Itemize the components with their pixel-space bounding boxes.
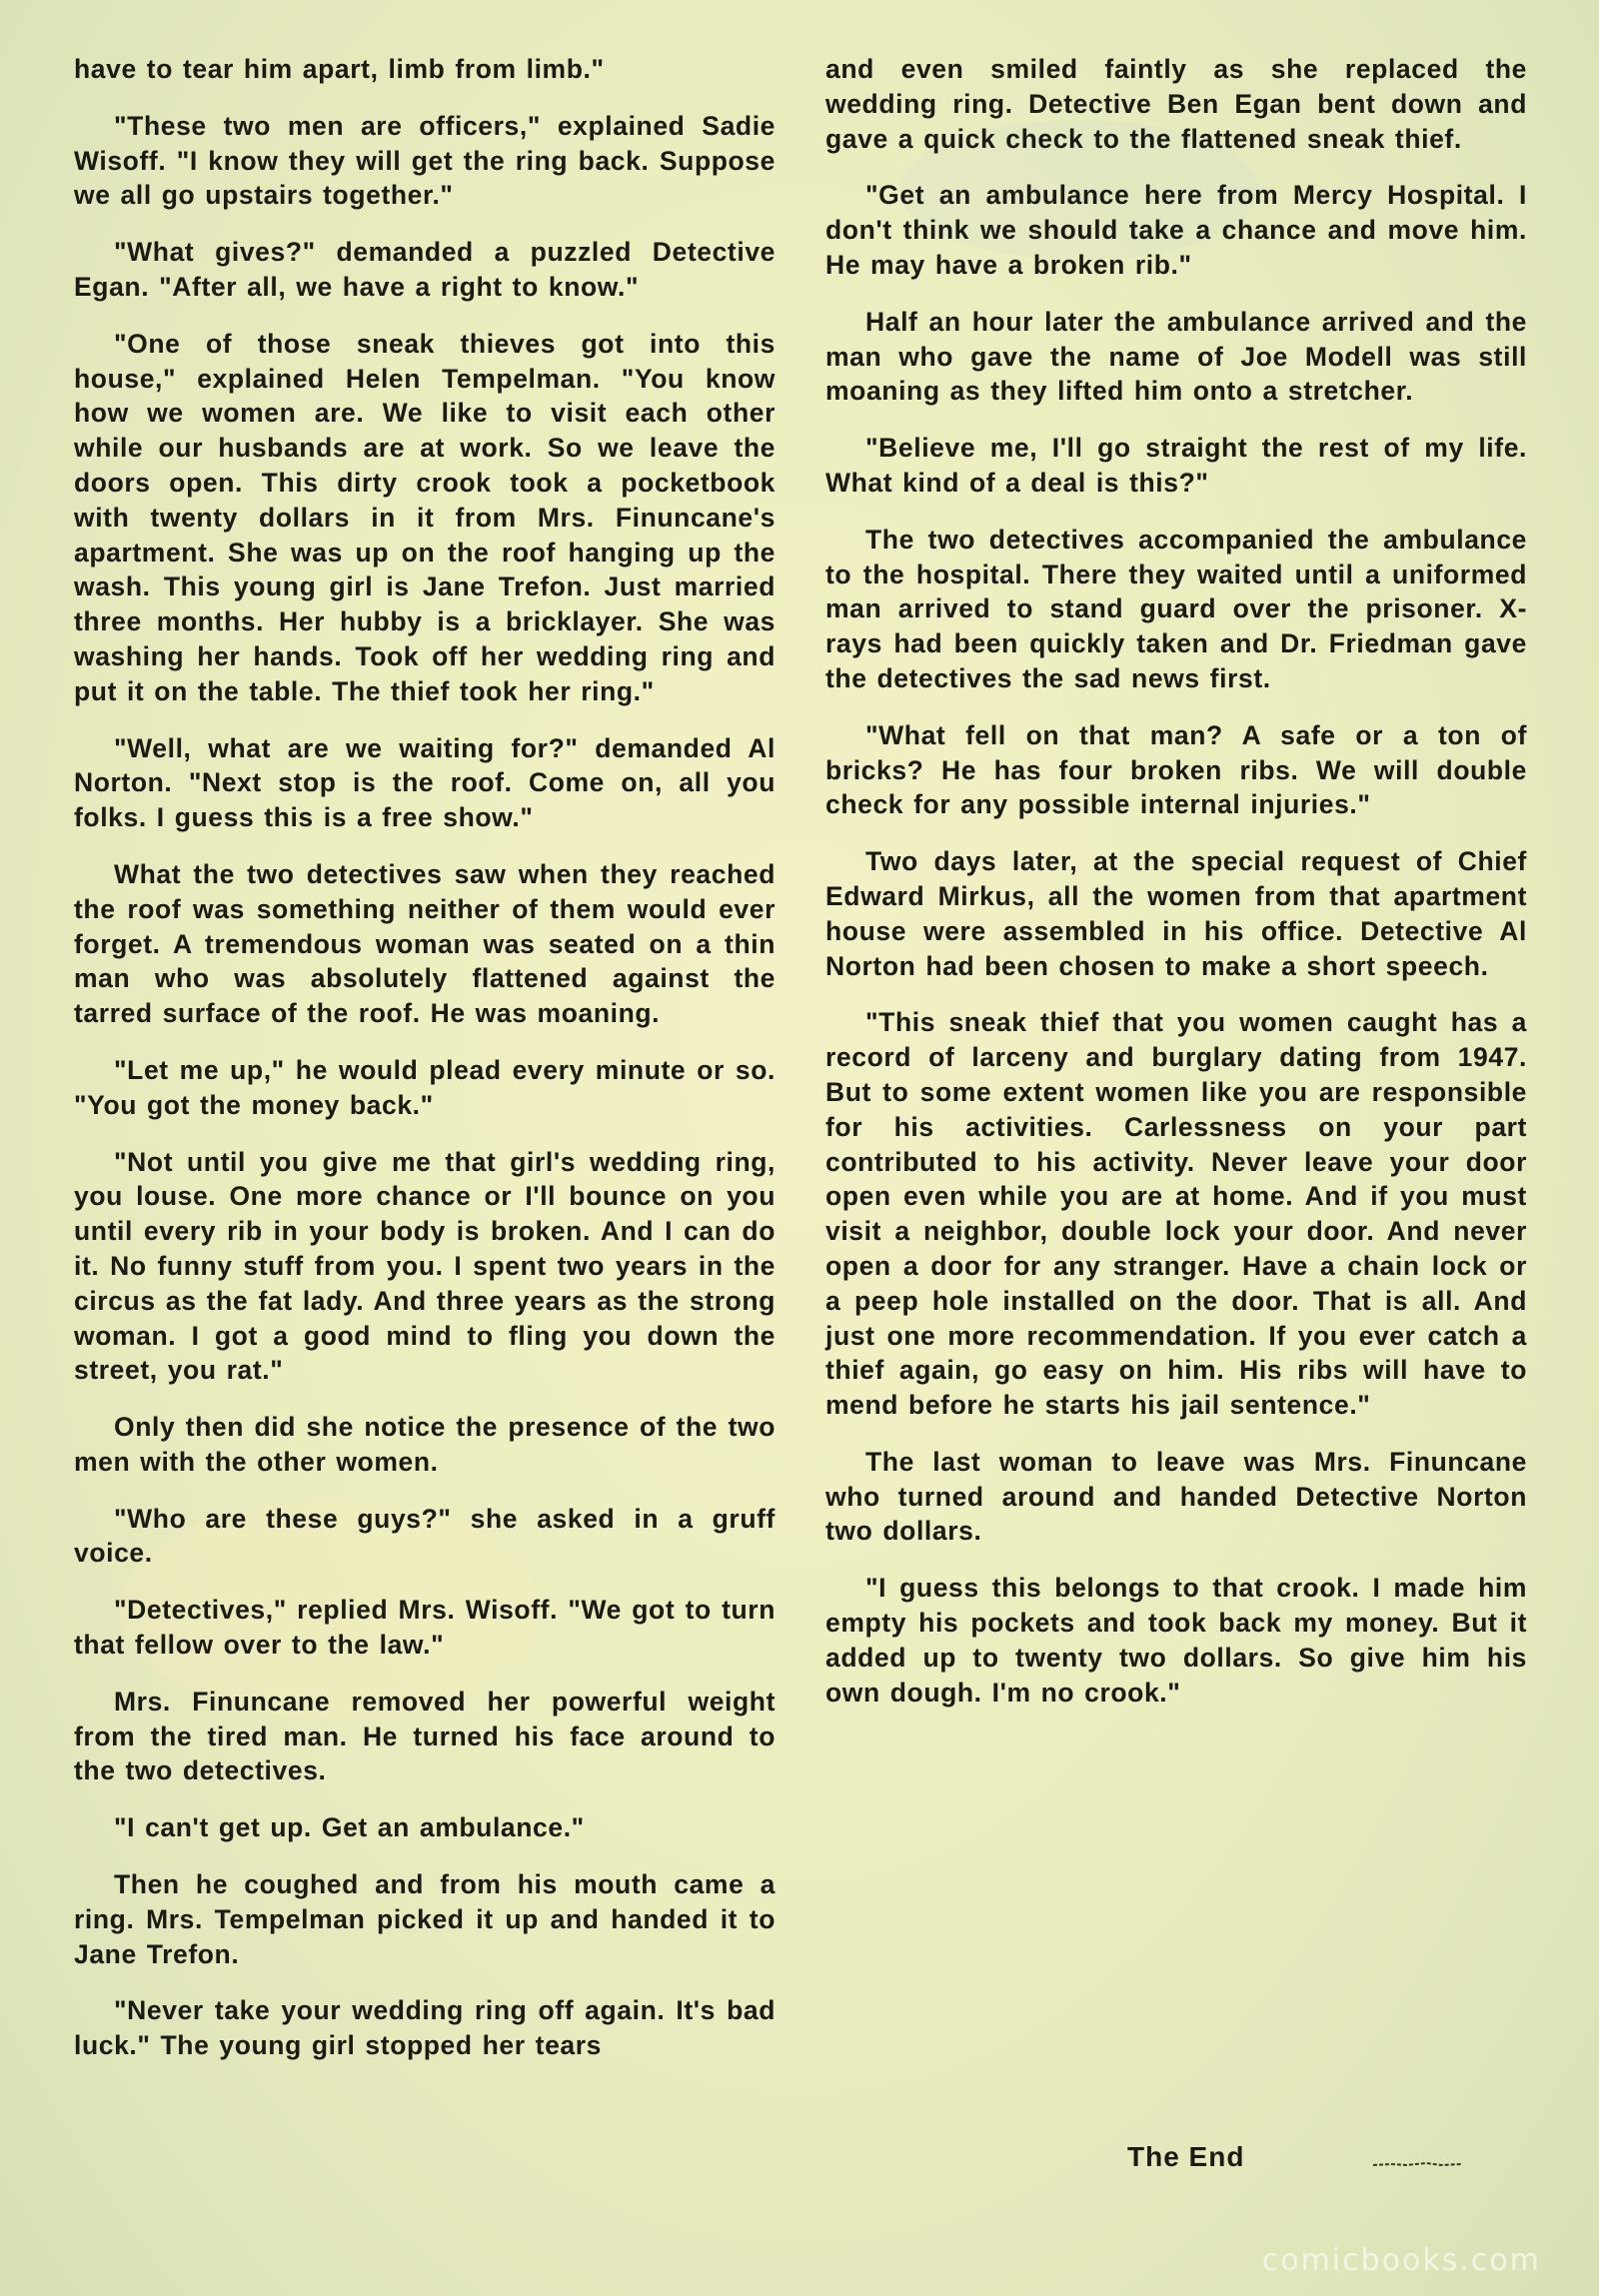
paragraph: Mrs. Finuncane removed her powerful weight from the tired man. He turned his face around to the two detectives. [74, 1686, 776, 1786]
paragraph: Only then did she notice the presence of the two men with the other women. [74, 1412, 776, 1477]
watermark-text: comicbooks.com [1261, 2243, 1541, 2278]
paragraph: "What fell on that man? A safe or a ton of bricks? He has four broken ribs. We will double check for any possible internal injuries." [825, 719, 1527, 820]
paragraph: Then he coughed and from his mouth came a ring. Mrs. Tempelman picked it up and handed it to Jane Trefon. [74, 1869, 776, 1969]
paragraph: "Get an ambulance here from Mercy Hospital. I don't think we should take a chance and move him. He may have a broken rib." [825, 180, 1527, 280]
paragraph: What the two detectives saw when they reached the roof was something neither of them would ever forget. A tremendous woman was seated on a thin man who was absolutely flattened against the tarred surface of the roof. He was moaning. [74, 858, 776, 1029]
paragraph: "What gives?" demanded a puzzled Detective Egan. "After all, we have a right to know." [74, 237, 776, 302]
signature-mark [1371, 2161, 1463, 2167]
paragraph: "Well, what are we waiting for?" demanded Al Norton. "Next stop is the roof. Come on, all you folks. I guess this is a free show." [74, 732, 776, 833]
paragraph: The two detectives accompanied the ambulance to the hospital. There they waited until a uniformed man arrived to stand guard over the prisoner. X-rays had been quickly taken and Dr. Friedman gave the detectives the sad news first. [825, 524, 1527, 693]
paragraph: "One of those sneak thieves got into this house," explained Helen Tempelman. "You know how we women are. We like to visit each other while our husbands are at work. So we leave the doors open. This dirty crook took a pocketbook with twenty dollars in it from Mrs. Finuncane's apartment. She was up on the roof hanging up the wash. This young girl is Jane Trefon. Just married three months. Her hubby is a bricklayer. She was washing her hands. Took off her wedding ring and put it on the table. The thief took her ring." [74, 328, 776, 706]
right-text-column [825, 52, 1527, 1731]
paragraph: "Detectives," replied Mrs. Wisoff. "We got to turn that fellow over to the law." [74, 1595, 776, 1661]
left-text-column [74, 52, 776, 2085]
paragraph: "I can't get up. Get an ambulance." [114, 1812, 585, 1843]
paragraph: "I guess this belongs to that crook. I made him empty his pockets and took back my money. But it added up to twenty two dollars. So give him his own dough. I'm no crook." [825, 1573, 1527, 1708]
paragraph: "Believe me, I'll go straight the rest of my life. What kind of a deal is this?" [825, 433, 1527, 498]
paragraph: "This sneak thief that you women caught has a record of larceny and burglary dating from 1947. But to some extent women like you are responsible for his activities. Carlessness on your part contributed to his activity. Never leave your door open even while you are at home. And if you must visit a neighbor, double lock your door. And never open a door for any stranger. Have a chain lock or a peep hole installed on the door. That is all. And just one more recommendation. If you ever catch a thief again, go easy on him. His ribs will have to mend before he starts his jail sentence." [825, 1007, 1527, 1421]
paragraph: The last woman to leave was Mrs. Finuncane who turned around and handed Detective Norton two dollars. [825, 1446, 1527, 1547]
paragraph: have to tear him apart, limb from limb." [74, 54, 605, 84]
paragraph: "Let me up," he would plead every minute or so. "You got the money back." [74, 1054, 776, 1120]
paragraph: Two days later, at the special request of Chief Edward Mirkus, all the women from that apartment house were assembled in his office. Detective Al Norton had been chosen to make a short speech. [825, 846, 1527, 981]
paragraph: Half an hour later the ambulance arrived and the man who gave the name of Joe Modell was still moaning as they lifted him onto a stretcher. [825, 306, 1527, 407]
the-end-label: The End [1127, 2141, 1245, 2172]
paragraph: "Never take your wedding ring off again. It's bad luck." The young girl stopped her tears [74, 1995, 776, 2061]
paragraph: "Who are these guys?" she asked in a gruff voice. [74, 1503, 776, 1569]
paragraph: and even smiled faintly as she replaced the wedding ring. Detective Ben Egan bent down and gave a quick check to the flattened sneak thief. [825, 54, 1527, 154]
paragraph: "Not until you give me that girl's wedding ring, you louse. One more chance or I'll bounce on you until every rib in your body is broken. And I can do it. No funny stuff from you. I spent two years in the circus as the fat lady. And three years as the strong woman. I got a good mind to fling you down the street, you rat." [74, 1146, 776, 1386]
paragraph: "These two men are officers," explained Sadie Wisoff. "I know they will get the ring back. Suppose we all go upstairs together." [74, 110, 776, 211]
